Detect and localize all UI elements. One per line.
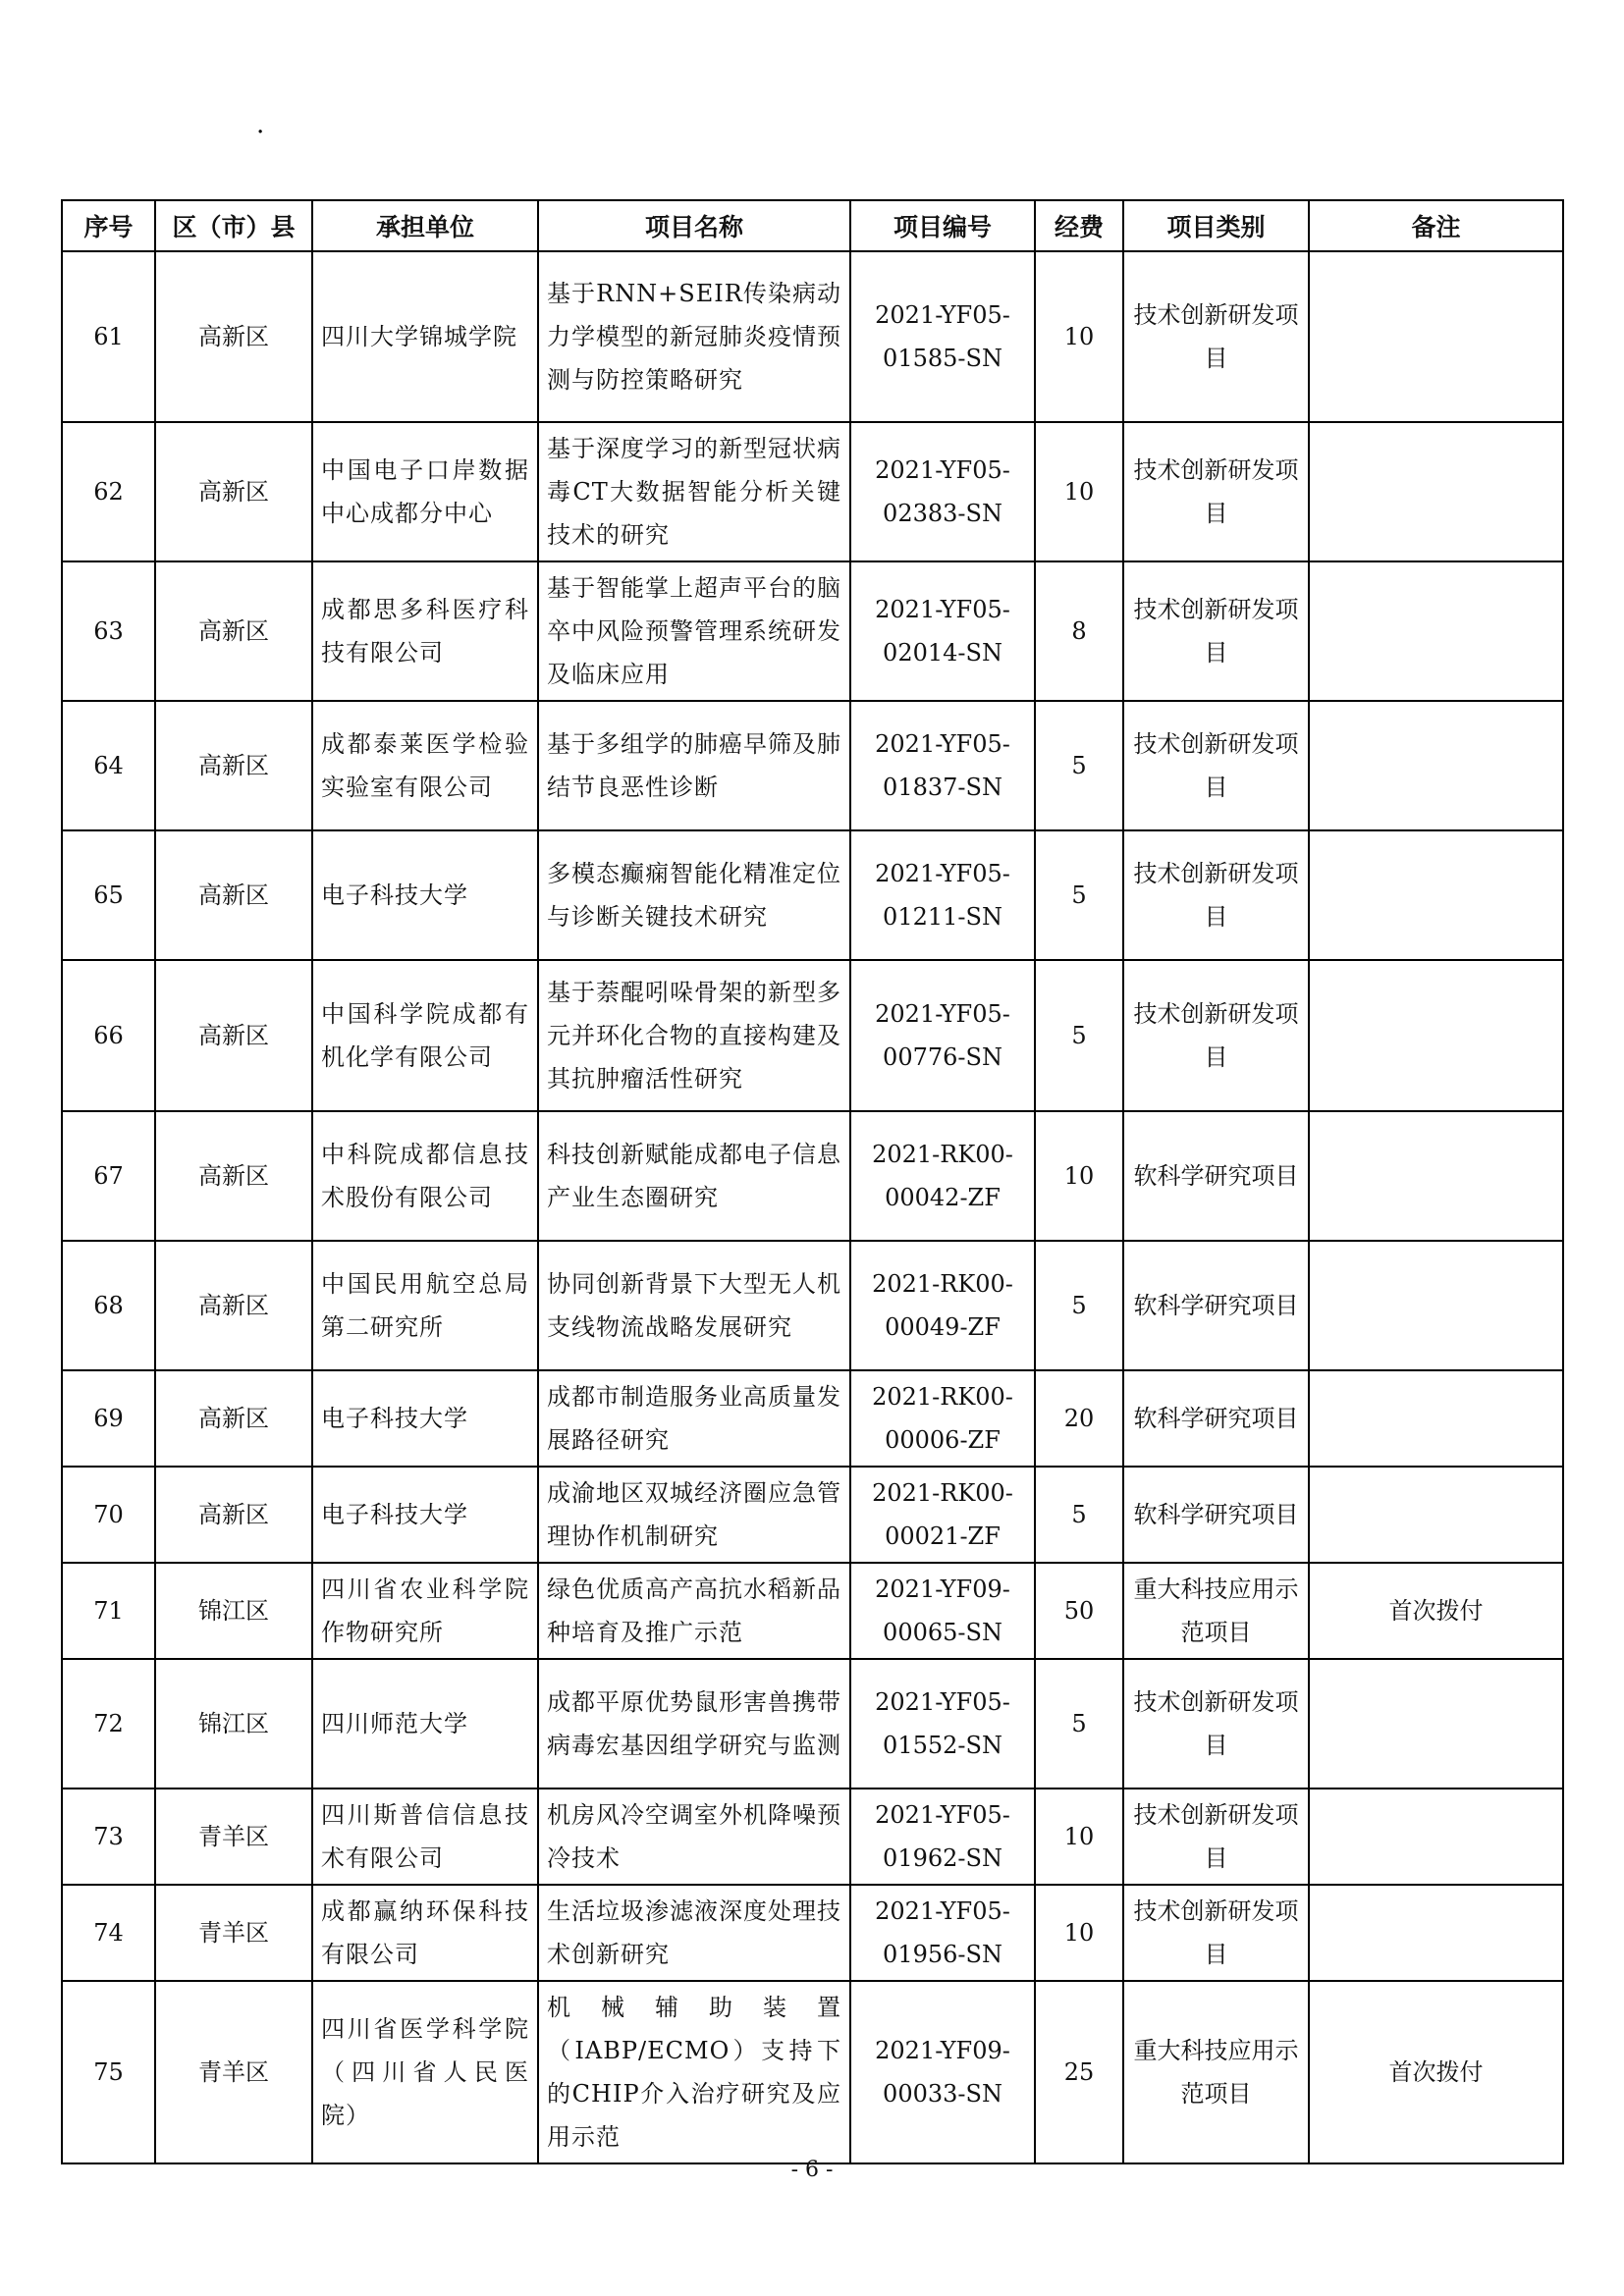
cell-no: 71 xyxy=(62,1563,155,1659)
cell-category: 重大科技应用示范项目 xyxy=(1123,1563,1309,1659)
cell-note xyxy=(1309,701,1563,830)
cell-no: 70 xyxy=(62,1467,155,1563)
cell-project: 成都市制造服务业高质量发展路径研究 xyxy=(538,1370,850,1467)
cell-unit: 电子科技大学 xyxy=(312,1467,538,1563)
table-row xyxy=(62,830,1563,960)
cell-unit: 四川省医学科学院（四川省人民医院） xyxy=(312,1981,538,2163)
cell-code: 2021-YF05-01956-SN xyxy=(850,1885,1035,1981)
cell-funding: 5 xyxy=(1035,830,1123,960)
cell-project: 绿色优质高产高抗水稻新品种培育及推广示范 xyxy=(538,1563,850,1659)
cell-no: 61 xyxy=(62,251,155,422)
cell-unit: 四川省农业科学院作物研究所 xyxy=(312,1563,538,1659)
page-mark: . xyxy=(256,110,265,139)
header-note: 备注 xyxy=(1309,200,1563,251)
table-row xyxy=(62,960,1563,1111)
header-district: 区（市）县 xyxy=(155,200,312,251)
cell-note xyxy=(1309,1885,1563,1981)
cell-project: 基于多组学的肺癌早筛及肺结节良恶性诊断 xyxy=(538,701,850,830)
cell-funding: 10 xyxy=(1035,1789,1123,1885)
cell-funding: 5 xyxy=(1035,701,1123,830)
table-row xyxy=(62,1981,1563,2163)
cell-no: 62 xyxy=(62,422,155,561)
cell-note xyxy=(1309,422,1563,561)
cell-code: 2021-RK00-00042-ZF xyxy=(850,1111,1035,1241)
table-row xyxy=(62,1467,1563,1563)
table-row xyxy=(62,1659,1563,1789)
cell-code: 2021-YF05-02014-SN xyxy=(850,561,1035,701)
cell-unit: 电子科技大学 xyxy=(312,1370,538,1467)
cell-funding: 10 xyxy=(1035,1885,1123,1981)
cell-funding: 5 xyxy=(1035,1659,1123,1789)
cell-project: 基于智能掌上超声平台的脑卒中风险预警管理系统研发及临床应用 xyxy=(538,561,850,701)
cell-district: 高新区 xyxy=(155,251,312,422)
header-project: 项目名称 xyxy=(538,200,850,251)
cell-funding: 10 xyxy=(1035,422,1123,561)
cell-unit: 中科院成都信息技术股份有限公司 xyxy=(312,1111,538,1241)
cell-no: 64 xyxy=(62,701,155,830)
cell-category: 技术创新研发项目 xyxy=(1123,960,1309,1111)
table-row xyxy=(62,251,1563,422)
cell-code: 2021-YF05-01211-SN xyxy=(850,830,1035,960)
cell-code: 2021-RK00-00006-ZF xyxy=(850,1370,1035,1467)
cell-note xyxy=(1309,1111,1563,1241)
header-no: 序号 xyxy=(62,200,155,251)
header-funding: 经费 xyxy=(1035,200,1123,251)
cell-code: 2021-RK00-00021-ZF xyxy=(850,1467,1035,1563)
cell-district: 高新区 xyxy=(155,701,312,830)
cell-unit: 成都思多科医疗科技有限公司 xyxy=(312,561,538,701)
cell-project: 基于深度学习的新型冠状病毒CT大数据智能分析关键技术的研究 xyxy=(538,422,850,561)
cell-note xyxy=(1309,251,1563,422)
table-row xyxy=(62,1885,1563,1981)
cell-funding: 5 xyxy=(1035,960,1123,1111)
cell-no: 72 xyxy=(62,1659,155,1789)
cell-no: 65 xyxy=(62,830,155,960)
cell-code: 2021-YF05-02383-SN xyxy=(850,422,1035,561)
cell-category: 软科学研究项目 xyxy=(1123,1241,1309,1370)
cell-project: 生活垃圾渗滤液深度处理技术创新研究 xyxy=(538,1885,850,1981)
cell-category: 技术创新研发项目 xyxy=(1123,1789,1309,1885)
cell-funding: 5 xyxy=(1035,1467,1123,1563)
cell-note xyxy=(1309,1467,1563,1563)
table-row xyxy=(62,1563,1563,1659)
cell-funding: 50 xyxy=(1035,1563,1123,1659)
cell-category: 技术创新研发项目 xyxy=(1123,1885,1309,1981)
cell-district: 高新区 xyxy=(155,960,312,1111)
cell-funding: 20 xyxy=(1035,1370,1123,1467)
cell-project: 成渝地区双城经济圈应急管理协作机制研究 xyxy=(538,1467,850,1563)
cell-note xyxy=(1309,1789,1563,1885)
cell-note: 首次拨付 xyxy=(1309,1981,1563,2163)
cell-category: 技术创新研发项目 xyxy=(1123,830,1309,960)
cell-category: 软科学研究项目 xyxy=(1123,1111,1309,1241)
table-row xyxy=(62,1111,1563,1241)
cell-category: 技术创新研发项目 xyxy=(1123,251,1309,422)
cell-district: 青羊区 xyxy=(155,1885,312,1981)
cell-code: 2021-YF05-01585-SN xyxy=(850,251,1035,422)
cell-no: 73 xyxy=(62,1789,155,1885)
cell-code: 2021-YF05-01552-SN xyxy=(850,1659,1035,1789)
cell-district: 青羊区 xyxy=(155,1789,312,1885)
cell-category: 重大科技应用示范项目 xyxy=(1123,1981,1309,2163)
cell-no: 67 xyxy=(62,1111,155,1241)
cell-unit: 中国电子口岸数据中心成都分中心 xyxy=(312,422,538,561)
cell-district: 高新区 xyxy=(155,1241,312,1370)
cell-district: 锦江区 xyxy=(155,1563,312,1659)
cell-note xyxy=(1309,960,1563,1111)
cell-category: 技术创新研发项目 xyxy=(1123,422,1309,561)
cell-no: 66 xyxy=(62,960,155,1111)
cell-unit: 四川斯普信信息技术有限公司 xyxy=(312,1789,538,1885)
table-row xyxy=(62,1370,1563,1467)
cell-project: 机械辅助装置（IABP/ECMO）支持下的CHIP介入治疗研究及应用示范 xyxy=(538,1981,850,2163)
cell-unit: 成都赢纳环保科技有限公司 xyxy=(312,1885,538,1981)
cell-note xyxy=(1309,1659,1563,1789)
cell-category: 软科学研究项目 xyxy=(1123,1467,1309,1563)
cell-note xyxy=(1309,1370,1563,1467)
cell-category: 技术创新研发项目 xyxy=(1123,1659,1309,1789)
cell-unit: 四川师范大学 xyxy=(312,1659,538,1789)
page-number: - 6 - xyxy=(790,2158,834,2182)
cell-unit: 成都泰莱医学检验实验室有限公司 xyxy=(312,701,538,830)
cell-district: 高新区 xyxy=(155,422,312,561)
cell-funding: 10 xyxy=(1035,1111,1123,1241)
cell-project: 科技创新赋能成都电子信息产业生态圈研究 xyxy=(538,1111,850,1241)
cell-category: 技术创新研发项目 xyxy=(1123,561,1309,701)
table-row xyxy=(62,1789,1563,1885)
table-row xyxy=(62,701,1563,830)
table-row xyxy=(62,1241,1563,1370)
cell-project: 成都平原优势鼠形害兽携带病毒宏基因组学研究与监测 xyxy=(538,1659,850,1789)
cell-category: 技术创新研发项目 xyxy=(1123,701,1309,830)
cell-project: 协同创新背景下大型无人机支线物流战略发展研究 xyxy=(538,1241,850,1370)
cell-code: 2021-RK00-00049-ZF xyxy=(850,1241,1035,1370)
cell-code: 2021-YF09-00065-SN xyxy=(850,1563,1035,1659)
cell-note xyxy=(1309,1241,1563,1370)
cell-funding: 10 xyxy=(1035,251,1123,422)
cell-district: 青羊区 xyxy=(155,1981,312,2163)
cell-district: 高新区 xyxy=(155,1467,312,1563)
cell-no: 68 xyxy=(62,1241,155,1370)
cell-unit: 中国民用航空总局第二研究所 xyxy=(312,1241,538,1370)
cell-funding: 5 xyxy=(1035,1241,1123,1370)
cell-district: 高新区 xyxy=(155,1370,312,1467)
cell-funding: 25 xyxy=(1035,1981,1123,2163)
cell-unit: 电子科技大学 xyxy=(312,830,538,960)
header-code: 项目编号 xyxy=(850,200,1035,251)
cell-no: 63 xyxy=(62,561,155,701)
cell-note: 首次拨付 xyxy=(1309,1563,1563,1659)
cell-district: 高新区 xyxy=(155,1111,312,1241)
cell-unit: 四川大学锦城学院 xyxy=(312,251,538,422)
cell-project: 基于萘醌吲哚骨架的新型多元并环化合物的直接构建及其抗肿瘤活性研究 xyxy=(538,960,850,1111)
cell-project: 机房风冷空调室外机降噪预冷技术 xyxy=(538,1789,850,1885)
cell-note xyxy=(1309,561,1563,701)
cell-code: 2021-YF05-00776-SN xyxy=(850,960,1035,1111)
cell-code: 2021-YF05-01962-SN xyxy=(850,1789,1035,1885)
cell-project: 基于RNN+SEIR传染病动力学模型的新冠肺炎疫情预测与防控策略研究 xyxy=(538,251,850,422)
cell-project: 多模态癫痫智能化精准定位与诊断关键技术研究 xyxy=(538,830,850,960)
table-header-row xyxy=(62,200,1563,251)
cell-district: 高新区 xyxy=(155,830,312,960)
table-row xyxy=(62,561,1563,701)
cell-category: 软科学研究项目 xyxy=(1123,1370,1309,1467)
cell-no: 75 xyxy=(62,1981,155,2163)
cell-unit: 中国科学院成都有机化学有限公司 xyxy=(312,960,538,1111)
project-table xyxy=(61,199,1564,2164)
cell-code: 2021-YF09-00033-SN xyxy=(850,1981,1035,2163)
header-unit: 承担单位 xyxy=(312,200,538,251)
cell-funding: 8 xyxy=(1035,561,1123,701)
cell-no: 74 xyxy=(62,1885,155,1981)
cell-district: 锦江区 xyxy=(155,1659,312,1789)
cell-code: 2021-YF05-01837-SN xyxy=(850,701,1035,830)
cell-note xyxy=(1309,830,1563,960)
cell-district: 高新区 xyxy=(155,561,312,701)
header-category: 项目类别 xyxy=(1123,200,1309,251)
cell-no: 69 xyxy=(62,1370,155,1467)
table-row xyxy=(62,422,1563,561)
